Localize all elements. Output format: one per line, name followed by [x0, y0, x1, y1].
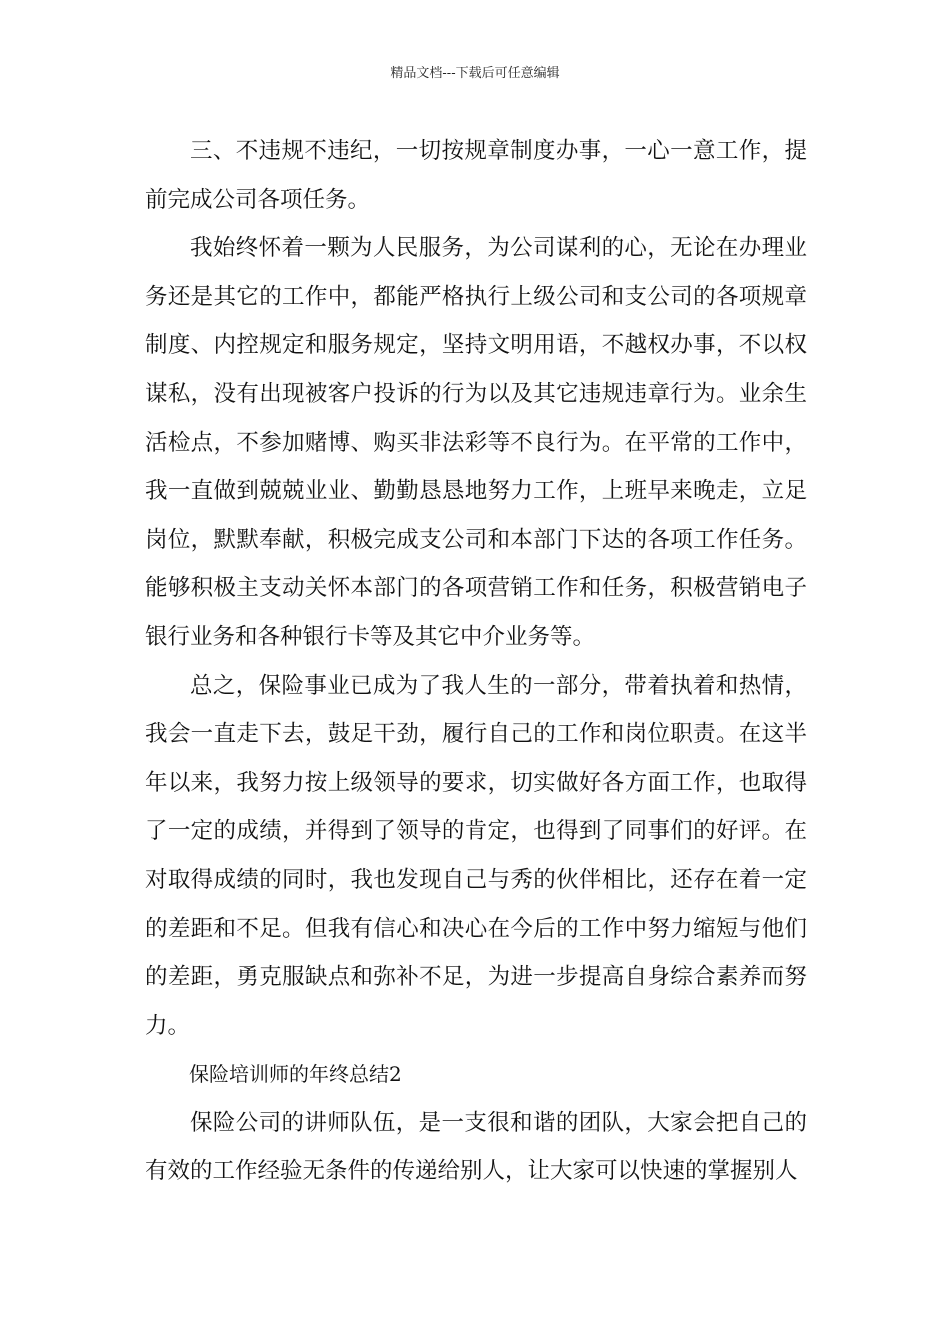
paragraph-rule-compliance: 三、不违规不违纪，一切按规章制度办事，一心一意工作，提前完成公司各项任务。 [145, 138, 807, 213]
section-title: 保险培训师的年终总结2 [189, 1062, 402, 1087]
paragraph-summary: 总之，保险事业已成为了我人生的一部分，带着执着和热情，我会一直走下去，鼓足干劲，履行自己的工作和岗位职责。在这半年以来，我努力按上级领导的要求，切实做好各方面工作，也取得了一定的成绩，并得到了领导的肯定，也得到了同事们的好评。在对取得成绩的同时，我也发现自己与秀的伙伴相比，还存在着一定的差距和不足。但我有信心和决心在今后的工作中努力缩短与他们的差距，勇克服缺点和弥补不足，为进一步提高自身综合素养而努力。 [145, 672, 807, 1039]
document-body [145, 127, 807, 1196]
paragraph-service-attitude: 我始终怀着一颗为人民服务，为公司谋利的心，无论在办理业务还是其它的工作中，都能严格执行上级公司和支公司的各项规章制度、内控规定和服务规定，坚持文明用语，不越权办事，不以权谋私，没有出现被客户投诉的行为以及其它违规违章行为。业余生活检点，不参加赌博、购买非法彩等不良行为。在平常的工作中，我一直做到兢兢业业、勤勤恳恳地努力工作，上班早来晚走，立足岗位，默默奉献，积极完成支公司和本部门下达的各项工作任务。能够积极主支动关怀本部门的各项营销工作和任务，积极营销电子银行业务和各种银行卡等及其它中介业务等。 [145, 235, 807, 650]
paragraph-lecturer-team: 保险公司的讲师队伍，是一支很和谐的团队，大家会把自己的有效的工作经验无条件的传递给别人，让大家可以快速的掌握别人 [145, 1109, 807, 1185]
page-header: 精品文档---下载后可任意编辑 [390, 66, 560, 81]
